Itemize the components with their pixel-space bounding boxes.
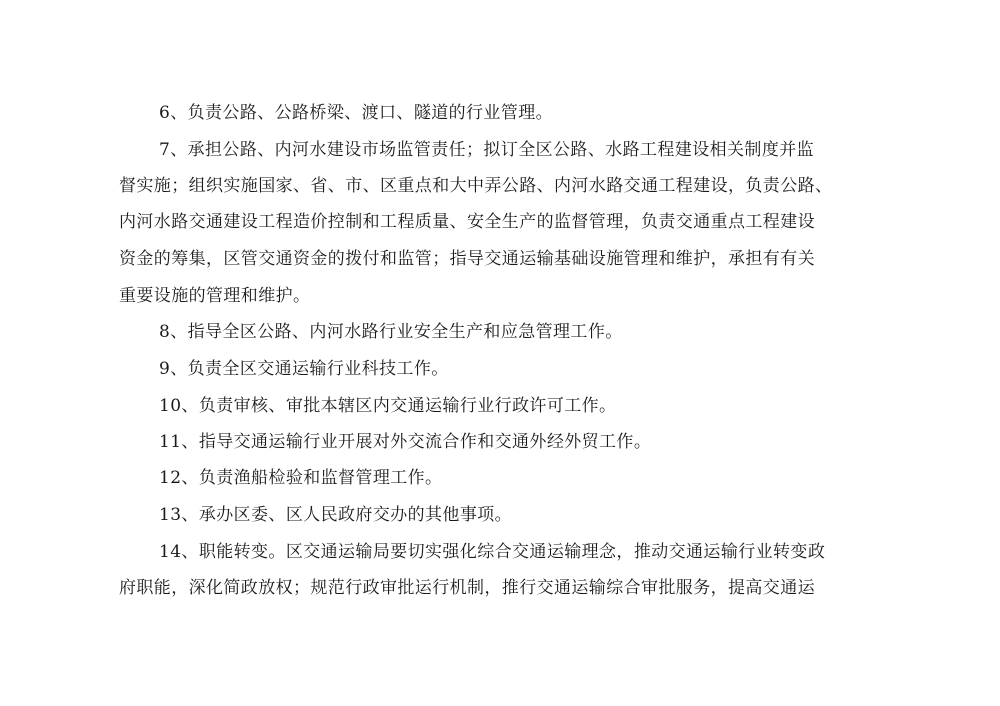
- paragraph-item-9: 9、负责全区交通运输行业科技工作。: [159, 359, 449, 379]
- paragraph-item-8: 8、指导全区公路、内河水路行业安全生产和应急管理工作。: [159, 322, 623, 342]
- paragraph-item-7-line-4: 资金的筹集，区管交通资金的拨付和监管；指导交通运输基础设施管理和维护，承担有有关: [119, 249, 815, 269]
- paragraph-item-12: 12、负责渔船检验和监督管理工作。: [159, 468, 443, 488]
- paragraph-item-7-line-5: 重要设施的管理和维护。: [119, 286, 311, 306]
- paragraph-item-7-line-3: 内河水路交通建设工程造价控制和工程质量、安全生产的监督管理，负责交通重点工程建设: [119, 212, 815, 232]
- paragraph-item-14-line-2: 府职能，深化简政放权；规范行政审批运行机制，推行交通运输综合审批服务，提高交通运: [119, 578, 815, 598]
- paragraph-item-11: 11、指导交通运输行业开展对外交流合作和交通外经外贸工作。: [159, 432, 652, 452]
- paragraph-item-7-line-1: 7、承担公路、内河水建设市场监管责任；拟订全区公路、水路工程建设相关制度并监: [159, 140, 815, 160]
- paragraph-item-7-line-2: 督实施；组织实施国家、省、市、区重点和大中弄公路、内河水路交通工程建设，负责公路、: [119, 176, 833, 196]
- paragraph-item-10: 10、负责审核、审批本辖区内交通运输行业行政许可工作。: [159, 396, 617, 416]
- paragraph-item-14-line-1: 14、职能转变。区交通运输局要切实强化综合交通运输理念，推动交通运输行业转变政: [159, 542, 826, 562]
- paragraph-item-6: 6、负责公路、公路桥梁、渡口、隧道的行业管理。: [159, 103, 554, 123]
- paragraph-item-13: 13、承办区委、区人民政府交办的其他事项。: [159, 505, 513, 525]
